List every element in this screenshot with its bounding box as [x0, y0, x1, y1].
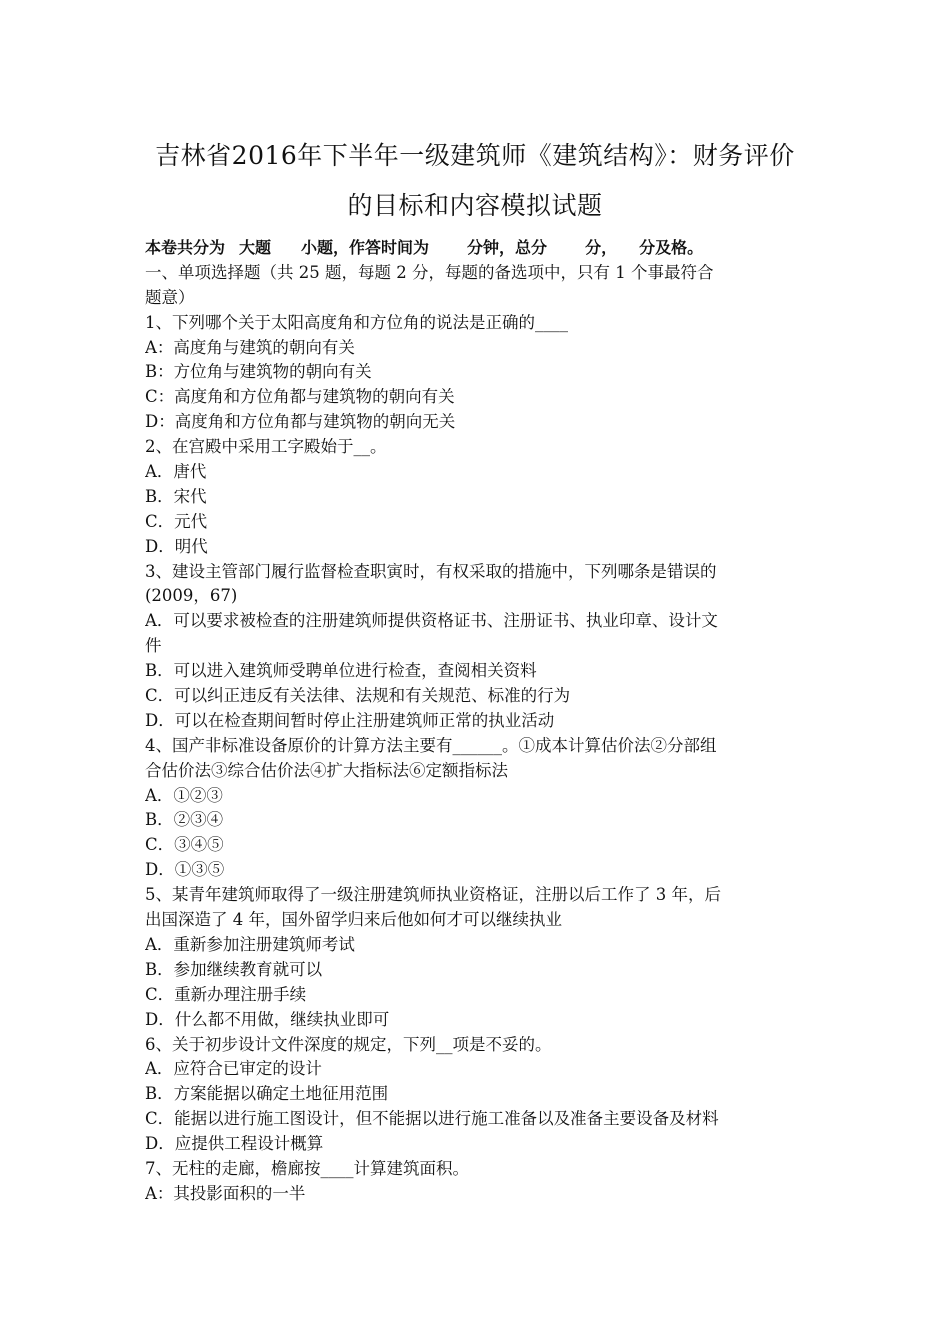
document-title-line-2: 的目标和内容模拟试题 — [347, 191, 603, 220]
answer-option: B．可以进入建筑师受聘单位进行检查，查阅相关资料 — [145, 661, 537, 681]
answer-option: 件 — [145, 636, 162, 656]
question-stem: 7、无柱的走廊，檐廊按____计算建筑面积。 — [145, 1158, 469, 1178]
intro-part: 小题，作答时间为 — [301, 238, 430, 257]
intro-part: 分及格。 — [639, 238, 704, 257]
answer-option: C．③④⑤ — [145, 835, 224, 855]
section-heading: 一、单项选择题（共 25 题，每题 2 分，每题的备选项中，只有 1 个事最符合 — [145, 262, 714, 282]
answer-option: A．可以要求被检查的注册建筑师提供资格证书、注册证书、执业印章、设计文 — [145, 611, 718, 631]
document-body — [145, 236, 810, 1207]
intro-part: 分， — [585, 238, 618, 257]
section-heading-continued: 题意） — [145, 287, 195, 307]
intro-part: 分钟，总分 — [467, 238, 548, 257]
answer-option: A．①②③ — [145, 785, 223, 805]
answer-option: D．明代 — [145, 536, 208, 556]
intro-part: 本卷共分为 — [145, 238, 226, 257]
answer-option: D：高度角和方位角都与建筑物的朝向无关 — [145, 412, 456, 432]
question-stem: 1、下列哪个关于太阳高度角和方位角的说法是正确的____ — [145, 312, 568, 332]
answer-option: B．参加继续教育就可以 — [145, 959, 323, 979]
exam-intro — [145, 236, 810, 261]
answer-option: B．宋代 — [145, 486, 207, 506]
answer-option: C．能据以进行施工图设计，但不能据以进行施工准备以及准备主要设备及材料 — [145, 1109, 719, 1129]
question-stem: 5、某青年建筑师取得了一级注册建筑师执业资格证，注册以后工作了 3 年，后 — [145, 885, 721, 905]
answer-option: B．方案能据以确定土地征用范围 — [145, 1084, 389, 1104]
answer-option: B．②③④ — [145, 810, 224, 830]
answer-option: A．重新参加注册建筑师考试 — [145, 934, 355, 954]
question-stem: 合估价法③综合估价法④扩大指标法⑥定额指标法 — [145, 760, 508, 780]
question-stem: (2009，67) — [145, 586, 238, 606]
answer-option: D．①③⑤ — [145, 860, 225, 880]
question-stem: 6、关于初步设计文件深度的规定，下列__项是不妥的。 — [145, 1034, 552, 1054]
question-stem: 出国深造了 4 年，国外留学归来后他如何才可以继续执业 — [145, 910, 562, 930]
answer-option: C．重新办理注册手续 — [145, 984, 307, 1004]
answer-option: C．元代 — [145, 511, 208, 531]
answer-option: D．可以在检查期间暂时停止注册建筑师正常的执业活动 — [145, 710, 555, 730]
answer-option: D．应提供工程设计概算 — [145, 1134, 324, 1154]
answer-option: C：高度角和方位角都与建筑物的朝向有关 — [145, 387, 455, 407]
answer-option: D．什么都不用做，继续执业即可 — [145, 1009, 390, 1029]
intro-part: 大题 — [239, 238, 272, 257]
answer-option: A：高度角与建筑的朝向有关 — [145, 337, 355, 357]
question-list — [145, 311, 810, 1207]
answer-option: A：其投影面积的一半 — [145, 1183, 306, 1203]
question-stem: 3、建设主管部门履行监督检查职寅时，有权采取的措施中，下列哪条是错误的 — [145, 561, 717, 581]
answer-option: C．可以纠正违反有关法律、法规和有关规范、标准的行为 — [145, 686, 571, 706]
question-stem: 4、国产非标准设备原价的计算方法主要有______。①成本计算估价法②分部组 — [145, 735, 717, 755]
answer-option: A．应符合已审定的设计 — [145, 1059, 322, 1079]
question-stem: 2、在宫殿中采用工字殿始于__。 — [145, 437, 387, 457]
answer-option: A．唐代 — [145, 462, 207, 482]
answer-option: B：方位角与建筑物的朝向有关 — [145, 362, 372, 382]
document-title-line-1: 吉林省2016年下半年一级建筑师《建筑结构》：财务评价 — [155, 141, 795, 170]
